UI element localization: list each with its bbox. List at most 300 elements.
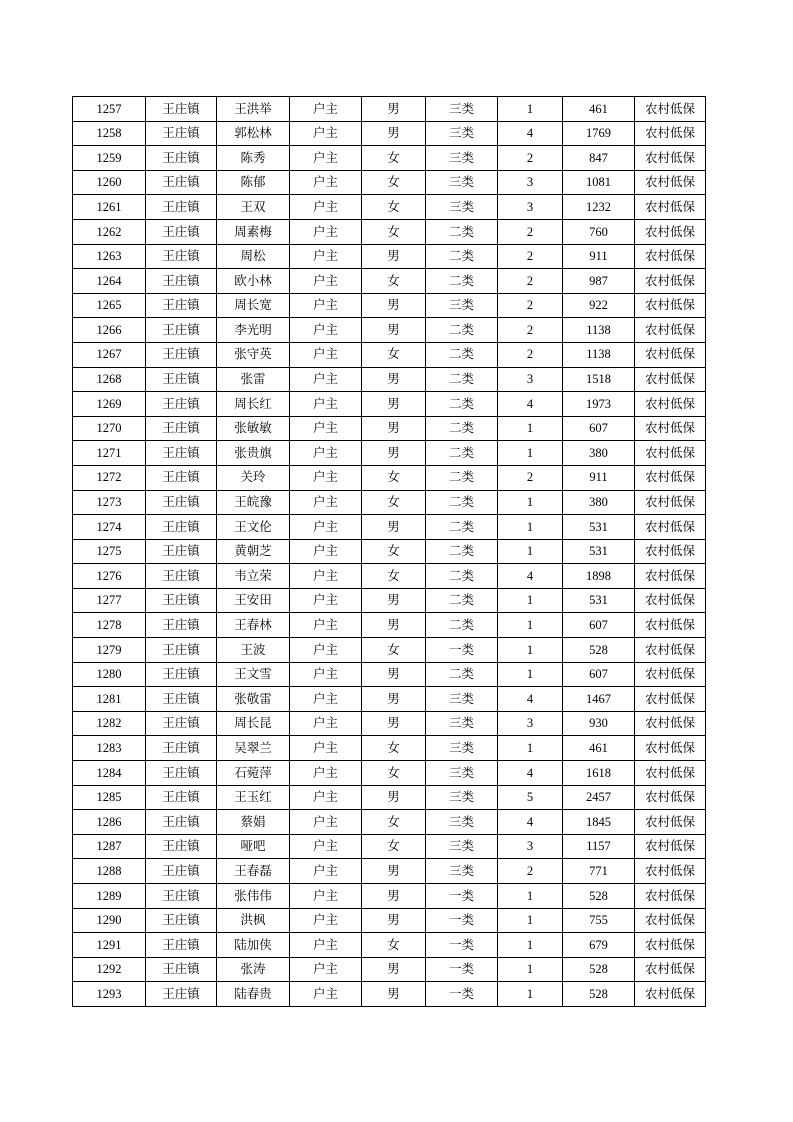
- household-size-cell: 1: [498, 662, 563, 687]
- gender-cell: 女: [362, 810, 426, 835]
- amount-cell: 771: [563, 859, 635, 884]
- town-cell: 王庄镇: [146, 884, 217, 909]
- table-row: [73, 269, 706, 294]
- category-cell: 二类: [426, 416, 498, 441]
- amount-cell: 1973: [563, 392, 635, 417]
- category-cell: 二类: [426, 342, 498, 367]
- amount-cell: 911: [563, 465, 635, 490]
- gender-cell: 男: [362, 367, 426, 392]
- category-cell: 二类: [426, 244, 498, 269]
- serial-number-cell: 1290: [73, 908, 146, 933]
- town-cell: 王庄镇: [146, 318, 217, 343]
- town-cell: 王庄镇: [146, 244, 217, 269]
- relation-cell: 户主: [290, 957, 362, 982]
- serial-number-cell: 1273: [73, 490, 146, 515]
- town-cell: 王庄镇: [146, 982, 217, 1007]
- name-cell: 王文雪: [217, 662, 290, 687]
- category-cell: 一类: [426, 957, 498, 982]
- relation-cell: 户主: [290, 318, 362, 343]
- serial-number-cell: 1264: [73, 269, 146, 294]
- gender-cell: 男: [362, 982, 426, 1007]
- relation-cell: 户主: [290, 121, 362, 146]
- serial-number-cell: 1279: [73, 638, 146, 663]
- serial-number-cell: 1280: [73, 662, 146, 687]
- household-size-cell: 2: [498, 465, 563, 490]
- relation-cell: 户主: [290, 416, 362, 441]
- name-cell: 王皖豫: [217, 490, 290, 515]
- name-cell: 张涛: [217, 957, 290, 982]
- serial-number-cell: 1274: [73, 515, 146, 540]
- category-cell: 三类: [426, 170, 498, 195]
- category-cell: 三类: [426, 195, 498, 220]
- household-size-cell: 5: [498, 785, 563, 810]
- relation-cell: 户主: [290, 515, 362, 540]
- category-cell: 三类: [426, 859, 498, 884]
- assistance-type-cell: 农村低保: [635, 367, 706, 392]
- town-cell: 王庄镇: [146, 613, 217, 638]
- gender-cell: 女: [362, 146, 426, 171]
- amount-cell: 1618: [563, 761, 635, 786]
- amount-cell: 528: [563, 957, 635, 982]
- assistance-type-cell: 农村低保: [635, 687, 706, 712]
- gender-cell: 女: [362, 761, 426, 786]
- table-row: [73, 613, 706, 638]
- serial-number-cell: 1292: [73, 957, 146, 982]
- gender-cell: 男: [362, 859, 426, 884]
- town-cell: 王庄镇: [146, 638, 217, 663]
- town-cell: 王庄镇: [146, 564, 217, 589]
- gender-cell: 女: [362, 490, 426, 515]
- relation-cell: 户主: [290, 785, 362, 810]
- name-cell: 欧小林: [217, 269, 290, 294]
- name-cell: 陈秀: [217, 146, 290, 171]
- household-size-cell: 2: [498, 342, 563, 367]
- amount-cell: 607: [563, 613, 635, 638]
- table-row: [73, 736, 706, 761]
- household-size-cell: 1: [498, 884, 563, 909]
- amount-cell: 531: [563, 588, 635, 613]
- serial-number-cell: 1266: [73, 318, 146, 343]
- gender-cell: 女: [362, 539, 426, 564]
- serial-number-cell: 1289: [73, 884, 146, 909]
- name-cell: 王安田: [217, 588, 290, 613]
- assistance-type-cell: 农村低保: [635, 416, 706, 441]
- table-row: [73, 97, 706, 122]
- town-cell: 王庄镇: [146, 146, 217, 171]
- relation-cell: 户主: [290, 539, 362, 564]
- table-row: [73, 761, 706, 786]
- category-cell: 三类: [426, 834, 498, 859]
- town-cell: 王庄镇: [146, 515, 217, 540]
- table-row: [73, 515, 706, 540]
- gender-cell: 男: [362, 392, 426, 417]
- gender-cell: 女: [362, 564, 426, 589]
- amount-cell: 2457: [563, 785, 635, 810]
- amount-cell: 380: [563, 441, 635, 466]
- household-size-cell: 4: [498, 121, 563, 146]
- town-cell: 王庄镇: [146, 416, 217, 441]
- assistance-type-cell: 农村低保: [635, 318, 706, 343]
- serial-number-cell: 1291: [73, 933, 146, 958]
- relation-cell: 户主: [290, 638, 362, 663]
- household-size-cell: 2: [498, 219, 563, 244]
- household-size-cell: 2: [498, 859, 563, 884]
- assistance-type-cell: 农村低保: [635, 195, 706, 220]
- town-cell: 王庄镇: [146, 465, 217, 490]
- relation-cell: 户主: [290, 146, 362, 171]
- household-size-cell: 1: [498, 515, 563, 540]
- table-row: [73, 195, 706, 220]
- name-cell: 张贵旗: [217, 441, 290, 466]
- gender-cell: 男: [362, 662, 426, 687]
- category-cell: 二类: [426, 613, 498, 638]
- relation-cell: 户主: [290, 293, 362, 318]
- table-row: [73, 490, 706, 515]
- amount-cell: 1467: [563, 687, 635, 712]
- town-cell: 王庄镇: [146, 269, 217, 294]
- gender-cell: 女: [362, 342, 426, 367]
- relation-cell: 户主: [290, 564, 362, 589]
- town-cell: 王庄镇: [146, 195, 217, 220]
- town-cell: 王庄镇: [146, 662, 217, 687]
- town-cell: 王庄镇: [146, 293, 217, 318]
- category-cell: 二类: [426, 515, 498, 540]
- category-cell: 一类: [426, 982, 498, 1007]
- name-cell: 王春林: [217, 613, 290, 638]
- name-cell: 黄朝芝: [217, 539, 290, 564]
- serial-number-cell: 1284: [73, 761, 146, 786]
- amount-cell: 607: [563, 662, 635, 687]
- assistance-type-cell: 农村低保: [635, 638, 706, 663]
- table-row: [73, 908, 706, 933]
- name-cell: 周长昆: [217, 711, 290, 736]
- table-row: [73, 564, 706, 589]
- table-row: [73, 884, 706, 909]
- name-cell: 李光明: [217, 318, 290, 343]
- household-size-cell: 3: [498, 367, 563, 392]
- serial-number-cell: 1267: [73, 342, 146, 367]
- table-row: [73, 441, 706, 466]
- household-size-cell: 4: [498, 564, 563, 589]
- gender-cell: 女: [362, 465, 426, 490]
- gender-cell: 男: [362, 613, 426, 638]
- table-row: [73, 318, 706, 343]
- name-cell: 张敬雷: [217, 687, 290, 712]
- amount-cell: 531: [563, 515, 635, 540]
- assistance-type-cell: 农村低保: [635, 121, 706, 146]
- assistance-type-cell: 农村低保: [635, 539, 706, 564]
- serial-number-cell: 1263: [73, 244, 146, 269]
- table-row: [73, 638, 706, 663]
- table-row: [73, 146, 706, 171]
- relation-cell: 户主: [290, 834, 362, 859]
- amount-cell: 607: [563, 416, 635, 441]
- gender-cell: 女: [362, 736, 426, 761]
- assistance-type-cell: 农村低保: [635, 588, 706, 613]
- name-cell: 周素梅: [217, 219, 290, 244]
- town-cell: 王庄镇: [146, 342, 217, 367]
- category-cell: 二类: [426, 564, 498, 589]
- assistance-type-cell: 农村低保: [635, 957, 706, 982]
- relation-cell: 户主: [290, 613, 362, 638]
- category-cell: 二类: [426, 269, 498, 294]
- gender-cell: 男: [362, 711, 426, 736]
- household-size-cell: 2: [498, 146, 563, 171]
- household-size-cell: 3: [498, 195, 563, 220]
- relation-cell: 户主: [290, 884, 362, 909]
- name-cell: 哑吧: [217, 834, 290, 859]
- town-cell: 王庄镇: [146, 810, 217, 835]
- serial-number-cell: 1270: [73, 416, 146, 441]
- name-cell: 王双: [217, 195, 290, 220]
- amount-cell: 930: [563, 711, 635, 736]
- town-cell: 王庄镇: [146, 834, 217, 859]
- assistance-type-cell: 农村低保: [635, 465, 706, 490]
- town-cell: 王庄镇: [146, 539, 217, 564]
- gender-cell: 男: [362, 588, 426, 613]
- household-size-cell: 1: [498, 441, 563, 466]
- category-cell: 三类: [426, 711, 498, 736]
- serial-number-cell: 1272: [73, 465, 146, 490]
- relation-cell: 户主: [290, 810, 362, 835]
- category-cell: 一类: [426, 908, 498, 933]
- category-cell: 二类: [426, 539, 498, 564]
- amount-cell: 760: [563, 219, 635, 244]
- town-cell: 王庄镇: [146, 785, 217, 810]
- gender-cell: 男: [362, 441, 426, 466]
- category-cell: 二类: [426, 318, 498, 343]
- household-size-cell: 1: [498, 957, 563, 982]
- name-cell: 洪枫: [217, 908, 290, 933]
- amount-cell: 531: [563, 539, 635, 564]
- assistance-type-cell: 农村低保: [635, 490, 706, 515]
- serial-number-cell: 1275: [73, 539, 146, 564]
- assistance-type-cell: 农村低保: [635, 761, 706, 786]
- assistance-type-cell: 农村低保: [635, 392, 706, 417]
- household-size-cell: 2: [498, 269, 563, 294]
- table-row: [73, 539, 706, 564]
- gender-cell: 女: [362, 195, 426, 220]
- amount-cell: 380: [563, 490, 635, 515]
- town-cell: 王庄镇: [146, 392, 217, 417]
- category-cell: 三类: [426, 687, 498, 712]
- name-cell: 王洪举: [217, 97, 290, 122]
- name-cell: 王波: [217, 638, 290, 663]
- household-size-cell: 1: [498, 588, 563, 613]
- relation-cell: 户主: [290, 244, 362, 269]
- amount-cell: 1232: [563, 195, 635, 220]
- table-row: [73, 588, 706, 613]
- serial-number-cell: 1265: [73, 293, 146, 318]
- town-cell: 王庄镇: [146, 687, 217, 712]
- category-cell: 三类: [426, 761, 498, 786]
- category-cell: 二类: [426, 465, 498, 490]
- gender-cell: 男: [362, 121, 426, 146]
- household-size-cell: 1: [498, 416, 563, 441]
- gender-cell: 男: [362, 908, 426, 933]
- category-cell: 二类: [426, 441, 498, 466]
- gender-cell: 男: [362, 515, 426, 540]
- name-cell: 吴翠兰: [217, 736, 290, 761]
- relation-cell: 户主: [290, 465, 362, 490]
- relation-cell: 户主: [290, 933, 362, 958]
- household-size-cell: 3: [498, 834, 563, 859]
- household-size-cell: 1: [498, 908, 563, 933]
- serial-number-cell: 1278: [73, 613, 146, 638]
- serial-number-cell: 1281: [73, 687, 146, 712]
- name-cell: 王春磊: [217, 859, 290, 884]
- serial-number-cell: 1293: [73, 982, 146, 1007]
- assistance-type-cell: 农村低保: [635, 441, 706, 466]
- table-body: [73, 97, 706, 1007]
- amount-cell: 755: [563, 908, 635, 933]
- relation-cell: 户主: [290, 662, 362, 687]
- assistance-type-cell: 农村低保: [635, 662, 706, 687]
- relation-cell: 户主: [290, 687, 362, 712]
- category-cell: 三类: [426, 785, 498, 810]
- name-cell: 陆春贵: [217, 982, 290, 1007]
- category-cell: 二类: [426, 490, 498, 515]
- serial-number-cell: 1269: [73, 392, 146, 417]
- assistance-type-cell: 农村低保: [635, 884, 706, 909]
- assistance-type-cell: 农村低保: [635, 146, 706, 171]
- gender-cell: 男: [362, 884, 426, 909]
- assistance-type-cell: 农村低保: [635, 97, 706, 122]
- gender-cell: 女: [362, 219, 426, 244]
- gender-cell: 男: [362, 97, 426, 122]
- name-cell: 王玉红: [217, 785, 290, 810]
- serial-number-cell: 1283: [73, 736, 146, 761]
- serial-number-cell: 1268: [73, 367, 146, 392]
- serial-number-cell: 1287: [73, 834, 146, 859]
- amount-cell: 911: [563, 244, 635, 269]
- table-row: [73, 785, 706, 810]
- amount-cell: 1898: [563, 564, 635, 589]
- serial-number-cell: 1259: [73, 146, 146, 171]
- gender-cell: 男: [362, 318, 426, 343]
- assistance-roster-table: [72, 96, 706, 1007]
- household-size-cell: 3: [498, 170, 563, 195]
- relation-cell: 户主: [290, 490, 362, 515]
- household-size-cell: 1: [498, 539, 563, 564]
- category-cell: 二类: [426, 588, 498, 613]
- relation-cell: 户主: [290, 219, 362, 244]
- name-cell: 张雷: [217, 367, 290, 392]
- town-cell: 王庄镇: [146, 490, 217, 515]
- assistance-type-cell: 农村低保: [635, 170, 706, 195]
- amount-cell: 679: [563, 933, 635, 958]
- relation-cell: 户主: [290, 269, 362, 294]
- serial-number-cell: 1262: [73, 219, 146, 244]
- relation-cell: 户主: [290, 711, 362, 736]
- town-cell: 王庄镇: [146, 957, 217, 982]
- serial-number-cell: 1285: [73, 785, 146, 810]
- serial-number-cell: 1277: [73, 588, 146, 613]
- assistance-type-cell: 农村低保: [635, 515, 706, 540]
- assistance-type-cell: 农村低保: [635, 269, 706, 294]
- town-cell: 王庄镇: [146, 97, 217, 122]
- household-size-cell: 1: [498, 490, 563, 515]
- town-cell: 王庄镇: [146, 170, 217, 195]
- gender-cell: 女: [362, 834, 426, 859]
- serial-number-cell: 1271: [73, 441, 146, 466]
- household-size-cell: 4: [498, 687, 563, 712]
- amount-cell: 528: [563, 884, 635, 909]
- gender-cell: 女: [362, 638, 426, 663]
- table-row: [73, 170, 706, 195]
- household-size-cell: 2: [498, 318, 563, 343]
- gender-cell: 女: [362, 170, 426, 195]
- name-cell: 张敏敏: [217, 416, 290, 441]
- gender-cell: 男: [362, 957, 426, 982]
- relation-cell: 户主: [290, 982, 362, 1007]
- household-size-cell: 4: [498, 392, 563, 417]
- gender-cell: 男: [362, 687, 426, 712]
- table-row: [73, 982, 706, 1007]
- gender-cell: 男: [362, 416, 426, 441]
- town-cell: 王庄镇: [146, 219, 217, 244]
- assistance-type-cell: 农村低保: [635, 834, 706, 859]
- serial-number-cell: 1288: [73, 859, 146, 884]
- category-cell: 三类: [426, 146, 498, 171]
- relation-cell: 户主: [290, 97, 362, 122]
- household-size-cell: 1: [498, 638, 563, 663]
- town-cell: 王庄镇: [146, 933, 217, 958]
- name-cell: 周长红: [217, 392, 290, 417]
- category-cell: 一类: [426, 884, 498, 909]
- table-row: [73, 933, 706, 958]
- amount-cell: 1157: [563, 834, 635, 859]
- category-cell: 二类: [426, 662, 498, 687]
- amount-cell: 461: [563, 97, 635, 122]
- category-cell: 三类: [426, 121, 498, 146]
- table-row: [73, 219, 706, 244]
- name-cell: 周松: [217, 244, 290, 269]
- category-cell: 一类: [426, 638, 498, 663]
- category-cell: 一类: [426, 933, 498, 958]
- name-cell: 张守英: [217, 342, 290, 367]
- amount-cell: 1138: [563, 318, 635, 343]
- amount-cell: 1138: [563, 342, 635, 367]
- table-row: [73, 293, 706, 318]
- name-cell: 蔡娟: [217, 810, 290, 835]
- household-size-cell: 1: [498, 736, 563, 761]
- relation-cell: 户主: [290, 392, 362, 417]
- category-cell: 二类: [426, 392, 498, 417]
- town-cell: 王庄镇: [146, 711, 217, 736]
- amount-cell: 1518: [563, 367, 635, 392]
- assistance-type-cell: 农村低保: [635, 810, 706, 835]
- name-cell: 张伟伟: [217, 884, 290, 909]
- serial-number-cell: 1257: [73, 97, 146, 122]
- relation-cell: 户主: [290, 859, 362, 884]
- name-cell: 陈郁: [217, 170, 290, 195]
- category-cell: 三类: [426, 810, 498, 835]
- household-size-cell: 2: [498, 293, 563, 318]
- category-cell: 三类: [426, 97, 498, 122]
- town-cell: 王庄镇: [146, 908, 217, 933]
- gender-cell: 男: [362, 785, 426, 810]
- assistance-type-cell: 农村低保: [635, 736, 706, 761]
- assistance-type-cell: 农村低保: [635, 982, 706, 1007]
- category-cell: 二类: [426, 367, 498, 392]
- assistance-type-cell: 农村低保: [635, 293, 706, 318]
- gender-cell: 女: [362, 269, 426, 294]
- name-cell: 周长宽: [217, 293, 290, 318]
- table-row: [73, 244, 706, 269]
- name-cell: 陆加侠: [217, 933, 290, 958]
- table-row: [73, 662, 706, 687]
